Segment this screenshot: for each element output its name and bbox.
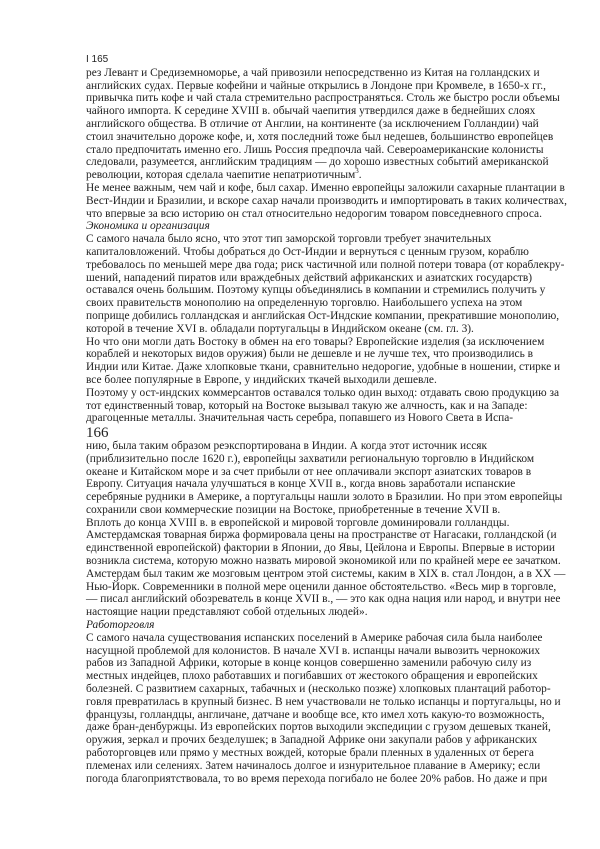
text-line	[86, 760, 596, 773]
text-line	[86, 478, 596, 491]
line-text: стало предпочитать именно его. Лишь Россия предпочла чай. Североамериканские колонисты	[86, 143, 544, 156]
line-text: Но что они могли дать Востоку в обмен на его товары? Европейские изделия (за исключением	[86, 335, 545, 348]
text-line	[86, 169, 596, 182]
line-text: шений, нападений пиратов или враждебных действий африканских и азиатских государств)	[86, 271, 533, 284]
text-line	[86, 105, 596, 118]
line-text: стоил значительно дороже кофе, и, хотя последний тоже был недешев, большинство европейцев	[86, 130, 554, 143]
text-line	[86, 709, 596, 722]
text-line	[86, 246, 596, 259]
section-heading	[86, 619, 596, 632]
line-text: Не менее важным, чем чай и кофе, был сахар. Именно европейцы заложили сахарные плантации в	[86, 181, 565, 194]
line-text: Вест-Индии и Бразилии, и вскоре сахар начали производить и импортировать в таких количествах,	[86, 194, 567, 207]
text-line	[86, 272, 596, 285]
page-number	[86, 425, 596, 440]
line-text: оружия, зеркал и прочих безделушек; в Западной Африке они закупали рабов у африканских	[86, 734, 538, 747]
footnote-marker[interactable]: 3	[355, 167, 359, 176]
line-tail: .	[358, 169, 362, 182]
text-line	[86, 67, 596, 80]
text-line	[86, 568, 596, 581]
text-line	[86, 440, 596, 453]
line-text: единственной европейской) фактории в Японии, до Явы, Цейлона и Европы. Впервые в истории	[86, 542, 556, 555]
text-line	[86, 182, 596, 195]
line-text: даже бран-денбуржцы. Из европейских портов выходили экспедиции с грузом дешевых тканей,	[86, 721, 551, 734]
text-line	[86, 80, 596, 93]
text-line	[86, 606, 596, 619]
line-text: серебряные рудники в Америке, а португальцы нашли золото в Бразилии. Но при этом европейцы	[86, 491, 563, 504]
line-text: капиталовложений. Чтобы добраться до Ост-Индии и вернуться с ценным грузом, кораблю	[86, 245, 529, 258]
line-text: погода благоприятствовала, то во время перехода погибало не более 20% рабов. Но даже и при	[86, 772, 548, 785]
text-line	[86, 632, 596, 645]
text-line	[86, 747, 596, 760]
line-text: Индии или Китае. Даже хлопковые ткани, сравнительно недорогие, удобные в ношении, стирке и	[86, 361, 561, 374]
line-text: рез Левант и Средиземноморье, а чай привозили непосредственно из Китая на голландских и	[86, 66, 540, 79]
text-line	[86, 297, 596, 310]
text-line	[86, 657, 596, 670]
text-line	[86, 400, 596, 413]
line-text: С самого начала было ясно, что этот тип заморской торговли требует значительных	[86, 233, 492, 246]
text-line	[86, 156, 596, 169]
line-text: английских судах. Первые кофейни и чайные открылись в Лондоне при Кромвеле, в 1650-х гг.,	[86, 79, 546, 92]
text-line	[86, 310, 596, 323]
running-header	[86, 54, 596, 67]
line-text: говля превратилась в крупный бизнес. В нем участвовали не только испанцы и португальцы, но и	[86, 695, 561, 708]
line-text: своих правительств монополию на определенную торговлю. Наибольшего успеха на этом	[86, 297, 523, 310]
line-text: привычка пить кофе и чай стала стремительно распространяться. Столь же быстро росли объемы	[86, 92, 560, 105]
line-text: Амстердам был таким же мозговым центром этой системы, каким в XIX в. стал Лондон, а в XX —	[86, 567, 566, 580]
line-text: Европу. Ситуация начала улучшаться в конце XVII в., когда вновь заработали испанские	[86, 478, 516, 491]
text-line	[86, 555, 596, 568]
text-line	[86, 284, 596, 297]
line-text: Амстердамская товарная биржа формировала цены на пространстве от Нагасаки, голландской (и	[86, 529, 557, 542]
text-line	[86, 387, 596, 400]
text-line	[86, 348, 596, 361]
text-line	[86, 92, 596, 105]
line-text: революции, которая сделала чаепитие непатриотичным	[86, 169, 356, 182]
line-text: С самого начала существования испанских поселений в Америке рабочая сила была наиболее	[86, 631, 543, 644]
text-line	[86, 581, 596, 594]
line-text: местных индейцев, плохо работавших и погибавших от жестокого обращения и европейских	[86, 670, 538, 683]
text-line	[86, 336, 596, 349]
line-text: нию, была таким образом реэкспортирована в Индии. А когда этот источник иссяк	[86, 439, 488, 452]
text-line	[86, 721, 596, 734]
line-text: поприще добились голландская и английская Ост-Индские компании, прекратившие монополию,	[86, 309, 560, 322]
line-text: драгоценные металлы. Значительная часть серебра, попавшего из Нового Света в Испа-	[86, 412, 514, 425]
line-text: требовалось по меньшей мере два года; риск частичной или полной потери товара (от кораблекру-	[86, 258, 565, 271]
line-text: океане и Китайском море и за счет прибыли от нее оплачивали экспорт азиатских товаров в	[86, 465, 532, 478]
line-text: племенах или селениях. Затем начиналось долгое и изнурительное плавание в Америку; если	[86, 759, 541, 772]
line-text: английского общества. В отличие от Англии, на континенте (за исключением Голландии) чай	[86, 117, 539, 130]
line-text: чайного импорта. К середине XVIII в. обычай чаепития утвердился даже в беднейших слоях	[86, 105, 536, 118]
text-line	[86, 453, 596, 466]
text-line	[86, 529, 596, 542]
text-line	[86, 645, 596, 658]
text-line	[86, 670, 596, 683]
text-line	[86, 466, 596, 479]
text-line	[86, 683, 596, 696]
text-line	[86, 323, 596, 336]
line-text: французы, голландцы, англичане, датчане и вообще все, кто имел хоть какую-то возможность,	[86, 708, 545, 721]
text-line	[86, 131, 596, 144]
line-text: тот единственный товар, который на Востоке вызывал такую же алчность, как и на Западе:	[86, 399, 528, 412]
text-line	[86, 208, 596, 221]
line-text: сохранили свои коммерческие позиции на Востоке, приобретенные в течение XVII в.	[86, 503, 501, 516]
line-text: следовали, разумеется, английским традициям — до хорошо известных событий американской	[86, 156, 549, 169]
line-text: возникла система, которую можно назвать мировой экономикой или по крайней мере ее зачатком.	[86, 555, 561, 568]
text-line	[86, 773, 596, 786]
text-line	[86, 696, 596, 709]
section-heading	[86, 220, 596, 233]
line-text: Экономика и организация	[86, 220, 210, 233]
line-text: Работорговля	[86, 619, 155, 632]
text-line	[86, 593, 596, 606]
line-text: работорговцев или прямо у местных вождей, которые брали пленных в удаленных от берега	[86, 747, 534, 760]
text-line	[86, 144, 596, 157]
line-text: (приблизительно после 1620 г.), европейцы захватили региональную торговлю в Индийском	[86, 452, 535, 465]
document-page	[86, 54, 596, 785]
line-text: насущной проблемой для колонистов. В начале XVI в. испанцы начали вывозить чернокожих	[86, 644, 541, 657]
line-text: что впервые за всю историю он стал относительно недорогим товаром повседневного спроса.	[86, 207, 542, 220]
line-text: которой в течение XVI в. обладали португальцы в Индийском океане (см. гл. 3).	[86, 322, 474, 335]
line-text: настоящие нации представляют собой отдельных людей».	[86, 606, 368, 619]
text-line	[86, 259, 596, 272]
text-line	[86, 195, 596, 208]
text-line	[86, 491, 596, 504]
text-line	[86, 412, 596, 425]
text-line	[86, 374, 596, 387]
line-text: I 165	[86, 54, 109, 65]
line-text: рабов из Западной Африки, которые в конце концов совершенно заменили рабочую силу из	[86, 657, 532, 670]
text-line	[86, 118, 596, 131]
line-text: Вплоть до конца XVIII в. в европейской и мировой торговле доминировали голландцы.	[86, 516, 510, 529]
text-line	[86, 361, 596, 374]
line-text: все более популярные в Европе, у индийских ткачей выходили дешевле.	[86, 373, 437, 386]
line-text: оставался очень большим. Поэтому купцы объединялись в компании и стремились получить у	[86, 284, 546, 297]
text-line	[86, 734, 596, 747]
line-text: кораблей и некоторых видов оружия) были не дешевле и не лучше тех, что производились в	[86, 348, 533, 361]
text-line	[86, 504, 596, 517]
line-text: болезней. С развитием сахарных, табачных и (несколько позже) хлопковых плантаций работор-	[86, 683, 551, 696]
text-line	[86, 542, 596, 555]
line-text: Поэтому у ост-индских коммерсантов оставался только один выход: отдавать свою продукцию за	[86, 386, 560, 399]
line-text: Нью-Йорк. Современники в полной мере оценили данное обстоятельство. «Весь мир в торговле,	[86, 580, 557, 593]
text-line	[86, 517, 596, 530]
text-line	[86, 233, 596, 246]
line-text: — писал английский обозреватель в конце XVII в., — это как одна нация или народ, и внутри нее	[86, 593, 561, 606]
line-text: 166	[86, 425, 109, 442]
